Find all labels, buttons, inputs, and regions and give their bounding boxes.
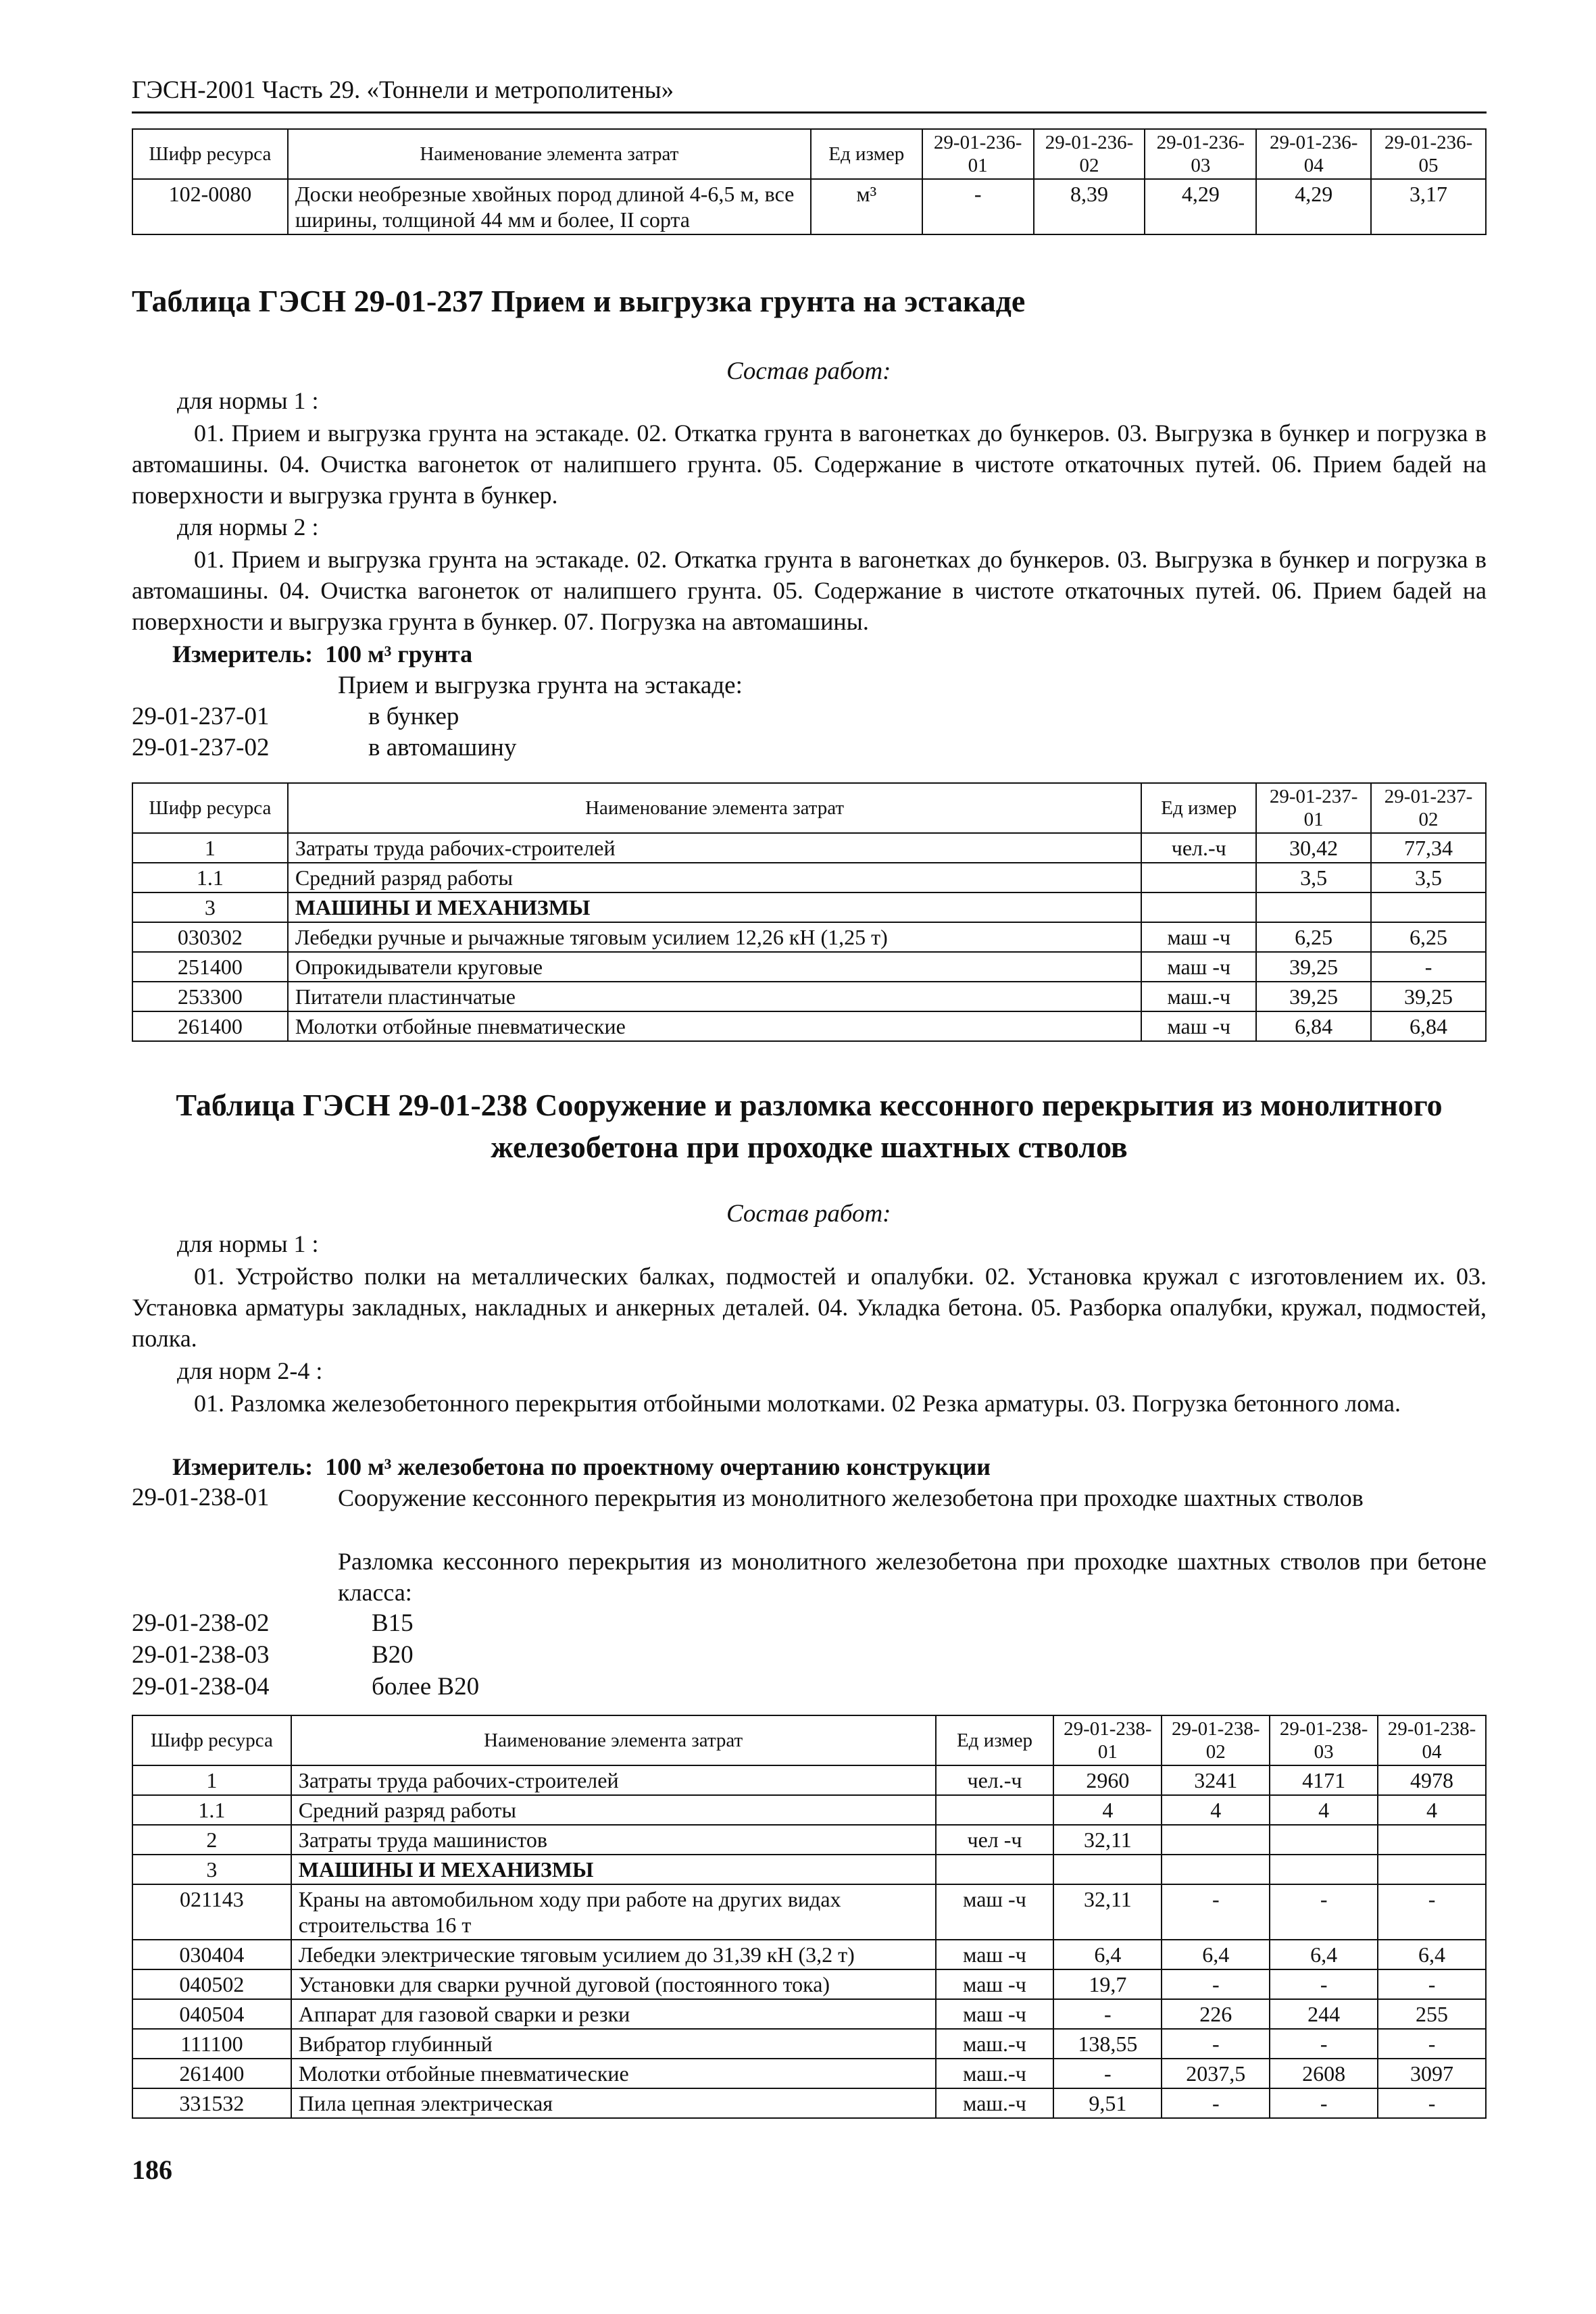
norm1-label: для нормы 1 : (177, 1230, 319, 1257)
resource-code-cell: 1 (132, 1765, 291, 1795)
resource-code-cell: 261400 (132, 2059, 291, 2088)
table-row (132, 1969, 1486, 1999)
value-cell (1162, 1825, 1270, 1855)
group-title-237: Прием и выгрузка грунта на эстакаде: (338, 672, 743, 699)
value-cell: 6,25 (1371, 922, 1486, 952)
unit-cell: маш -ч (1141, 922, 1256, 952)
resource-name-cell: Молотки отбойные пневматические (291, 2059, 936, 2088)
unit-cell: маш.-ч (936, 2059, 1054, 2088)
norm-code: 29-01-238-03 (132, 1641, 270, 1669)
value-cell: 4 (1270, 1795, 1378, 1825)
resource-code-cell: 040504 (132, 1999, 291, 2029)
value-cell: - (1162, 2088, 1270, 2118)
norm1-label: для нормы 1 : (177, 387, 319, 414)
resource-code-cell: 111100 (132, 2029, 291, 2059)
norm-code: 29-01-238-01 (132, 1484, 270, 1511)
measure-label: Измеритель: (172, 640, 314, 668)
value-cell (1053, 1855, 1162, 1884)
value-cell: 6,4 (1270, 1940, 1378, 1969)
value-cell: 244 (1270, 1999, 1378, 2029)
table-title-238-line1: Таблица ГЭСН 29-01-238 Сооружение и разломка кессонного перекрытия из монолитного (176, 1088, 1443, 1122)
table-row (132, 1855, 1486, 1884)
unit-cell: маш.-ч (936, 2029, 1054, 2059)
value-cell: - (1162, 1884, 1270, 1940)
unit-cell: маш -ч (936, 1884, 1054, 1940)
value-cell (1378, 1825, 1486, 1855)
table-row (132, 2059, 1486, 2088)
value-cell (1270, 1825, 1378, 1855)
value-cell: 4,29 (1256, 179, 1371, 234)
value-cell: 19,7 (1053, 1969, 1162, 1999)
resource-code-cell: 1.1 (132, 1795, 291, 1825)
value-cell: 3097 (1378, 2059, 1486, 2088)
value-cell: 2608 (1270, 2059, 1378, 2088)
value-cell: - (1270, 2088, 1378, 2118)
group-text-238: Разломка кессонного перекрытия из монолитного железобетона при проходке шахтных стволов при бетоне класса: (338, 1548, 1487, 1606)
table-row (132, 2088, 1486, 2118)
value-cell: - (1162, 2029, 1270, 2059)
value-cell: 30,42 (1256, 833, 1371, 863)
resource-code-cell: 3 (132, 1855, 291, 1884)
work-composition-label: Состав работ: (726, 357, 891, 385)
column-header: 29-01-237-02 (1371, 783, 1486, 833)
value-cell: 39,25 (1256, 952, 1371, 982)
column-header: 29-01-236-05 (1371, 129, 1486, 179)
resource-name-cell: Лебедки ручные и рычажные тяговым усилием 12,26 кН (1,25 т) (288, 922, 1141, 952)
table-row (132, 179, 1486, 234)
resource-name-cell: МАШИНЫ И МЕХАНИЗМЫ (291, 1855, 936, 1884)
table-row (132, 1795, 1486, 1825)
unit-cell: чел -ч (936, 1825, 1054, 1855)
norm2-text: 01. Прием и выгрузка грунта на эстакаде. 02. Откатка грунта в вагонетках до бункеров. 03. Выгрузка в бункер и погрузка в автомашины. 04. Очистка вагонеток от налипшего грунта. 05. Содержание в чистоте откаточных путей. 06. Прием бадей на поверхности и выгрузка грунта в бункер. 07. Погрузка на автомашины. (132, 546, 1487, 635)
table-row (132, 1825, 1486, 1855)
measure-value: 100 м³ грунта (325, 640, 473, 668)
column-header: Наименование элемента затрат (288, 783, 1141, 833)
resource-name-cell: Средний разряд работы (291, 1795, 936, 1825)
column-header: 29-01-238-01 (1053, 1715, 1162, 1765)
column-header: Ед измер (811, 129, 922, 179)
unit-cell: м³ (811, 179, 922, 234)
column-header: Шифр ресурса (132, 129, 288, 179)
value-cell: 77,34 (1371, 833, 1486, 863)
resource-name-cell: Установки для сварки ручной дуговой (постоянного тока) (291, 1969, 936, 1999)
norm2-label: для нормы 2 : (177, 513, 319, 540)
value-cell: 4171 (1270, 1765, 1378, 1795)
resource-name-cell: Лебедки электрические тяговым усилием до 31,39 кН (3,2 т) (291, 1940, 936, 1969)
resource-code-cell: 030404 (132, 1940, 291, 1969)
table-title-237: Таблица ГЭСН 29-01-237 Прием и выгрузка грунта на эстакаде (132, 284, 1026, 318)
table-row (132, 952, 1486, 982)
value-cell: 4978 (1378, 1765, 1486, 1795)
value-cell (1378, 1855, 1486, 1884)
column-header: Наименование элемента затрат (291, 1715, 936, 1765)
resource-name-cell: Питатели пластинчатые (288, 982, 1141, 1011)
norm-code-text: в автомашину (368, 734, 517, 761)
norm2-label: для норм 2-4 : (177, 1357, 323, 1384)
value-cell: 4 (1378, 1795, 1486, 1825)
value-cell: 6,84 (1256, 1011, 1371, 1041)
value-cell: 2960 (1053, 1765, 1162, 1795)
column-header: 29-01-238-02 (1162, 1715, 1270, 1765)
value-cell: - (1378, 1884, 1486, 1940)
table-row (132, 1884, 1486, 1940)
work-composition-label: Состав работ: (726, 1200, 891, 1228)
value-cell: - (1378, 2029, 1486, 2059)
value-cell: 8,39 (1034, 179, 1145, 234)
table-header-row (132, 1715, 1486, 1765)
column-header: Шифр ресурса (132, 1715, 291, 1765)
norm1-text: 01. Устройство полки на металлических балках, подмостей и опалубки. 02. Установка кружал с изготовлением их. 03. Установка арматуры закладных, накладных и анкерных деталей. 04. Укладка бетона. 05. Разборка опалубки, кружал, подмостей, полка. (132, 1263, 1487, 1352)
value-cell: 6,84 (1371, 1011, 1486, 1041)
value-cell: 6,4 (1162, 1940, 1270, 1969)
norm-code-text: В15 (372, 1609, 414, 1637)
value-cell: - (1378, 1969, 1486, 1999)
running-header: ГЭСН-2001 Часть 29. «Тоннели и метрополитены» (132, 76, 674, 104)
value-cell: - (1378, 2088, 1486, 2118)
resource-table-238 (132, 1715, 1487, 2119)
value-cell: 6,25 (1256, 922, 1371, 952)
unit-cell (936, 1855, 1054, 1884)
resource-name-cell: Затраты труда рабочих-строителей (291, 1765, 936, 1795)
resource-code-cell: 1 (132, 833, 288, 863)
resource-code-cell: 251400 (132, 952, 288, 982)
column-header: Шифр ресурса (132, 783, 288, 833)
resource-code-cell: 021143 (132, 1884, 291, 1940)
value-cell: 9,51 (1053, 2088, 1162, 2118)
table-row (132, 2029, 1486, 2059)
resource-name-cell: Доски необрезные хвойных пород длиной 4-6,5 м, все ширины, толщиной 44 мм и более, II сорта (288, 179, 811, 234)
measure-line-237 (172, 638, 472, 670)
unit-cell (936, 1795, 1054, 1825)
table-row (132, 833, 1486, 863)
resource-name-cell: Аппарат для газовой сварки и резки (291, 1999, 936, 2029)
value-cell: 6,4 (1378, 1940, 1486, 1969)
resource-name-cell: Опрокидыватели круговые (288, 952, 1141, 982)
value-cell: 32,11 (1053, 1884, 1162, 1940)
resource-table-237 (132, 782, 1487, 1042)
table-row (132, 1940, 1486, 1969)
value-cell: 2037,5 (1162, 2059, 1270, 2088)
resource-name-cell: Затраты труда машинистов (291, 1825, 936, 1855)
value-cell: - (1270, 1884, 1378, 1940)
table-row (132, 982, 1486, 1011)
norm-code: 29-01-237-02 (132, 734, 270, 761)
table-row (132, 863, 1486, 892)
column-header: Ед измер (1141, 783, 1256, 833)
resource-code-cell: 3 (132, 892, 288, 922)
norm-code-text: более В20 (372, 1673, 480, 1701)
resource-code-cell: 040502 (132, 1969, 291, 1999)
unit-cell: маш -ч (936, 1999, 1054, 2029)
value-cell: - (1162, 1969, 1270, 1999)
value-cell: 4,29 (1145, 179, 1256, 234)
resource-name-cell: Средний разряд работы (288, 863, 1141, 892)
norm-code: 29-01-238-04 (132, 1673, 270, 1701)
column-header: 29-01-236-02 (1034, 129, 1145, 179)
value-cell (1256, 892, 1371, 922)
value-cell: 3,5 (1371, 863, 1486, 892)
value-cell: - (922, 179, 1034, 234)
column-header: 29-01-238-04 (1378, 1715, 1486, 1765)
value-cell: - (1053, 2059, 1162, 2088)
resource-name-cell: Вибратор глубинный (291, 2029, 936, 2059)
measure-value: 100 м³ железобетона по проектному очертанию конструкции (325, 1453, 991, 1480)
unit-cell: маш -ч (1141, 1011, 1256, 1041)
table-header-row (132, 129, 1486, 179)
norm1-text: 01. Прием и выгрузка грунта на эстакаде. 02. Откатка грунта в вагонетках до бункеров. 03. Выгрузка в бункер и погрузка в автомашины. 04. Очистка вагонеток от налипшего грунта. 05. Содержание в чистоте откаточных путей. 06. Прием бадей на поверхности и выгрузка грунта в бункер. (132, 420, 1487, 509)
column-header: 29-01-236-04 (1256, 129, 1371, 179)
value-cell: 138,55 (1053, 2029, 1162, 2059)
header-rule (132, 111, 1487, 114)
resource-code-cell: 331532 (132, 2088, 291, 2118)
value-cell: - (1371, 952, 1486, 982)
resource-name-cell: Молотки отбойные пневматические (288, 1011, 1141, 1041)
measure-line-238 (172, 1451, 991, 1482)
value-cell: 3,5 (1256, 863, 1371, 892)
column-header: 29-01-236-03 (1145, 129, 1256, 179)
resource-code-cell: 1.1 (132, 863, 288, 892)
table-row (132, 1765, 1486, 1795)
value-cell: - (1270, 2029, 1378, 2059)
resource-table-236 (132, 128, 1487, 235)
column-header: 29-01-236-01 (922, 129, 1034, 179)
resource-name-cell: МАШИНЫ И МЕХАНИЗМЫ (288, 892, 1141, 922)
measure-label: Измеритель: (172, 1453, 314, 1480)
value-cell: 226 (1162, 1999, 1270, 2029)
table-row (132, 1999, 1486, 2029)
table-title-238-line2: железобетона при проходке шахтных стволов (491, 1130, 1128, 1164)
unit-cell: чел.-ч (1141, 833, 1256, 863)
table-row (132, 922, 1486, 952)
unit-cell (1141, 892, 1256, 922)
unit-cell (1141, 863, 1256, 892)
column-header: 29-01-238-03 (1270, 1715, 1378, 1765)
column-header: Ед измер (936, 1715, 1054, 1765)
resource-code-cell: 030302 (132, 922, 288, 952)
unit-cell: маш.-ч (936, 2088, 1054, 2118)
resource-name-cell: Краны на автомобильном ходу при работе на других видах строительства 16 т (291, 1884, 936, 1940)
value-cell: 255 (1378, 1999, 1486, 2029)
resource-code-cell: 261400 (132, 1011, 288, 1041)
value-cell: - (1270, 1969, 1378, 1999)
norm2-text: 01. Разломка железобетонного перекрытия отбойными молотками. 02 Резка арматуры. 03. Погрузка бетонного лома. (194, 1390, 1401, 1417)
column-header: 29-01-237-01 (1256, 783, 1371, 833)
unit-cell: маш.-ч (1141, 982, 1256, 1011)
value-cell: - (1053, 1999, 1162, 2029)
table-row (132, 1011, 1486, 1041)
unit-cell: маш -ч (1141, 952, 1256, 982)
norm-code: 29-01-237-01 (132, 703, 270, 730)
resource-name-cell: Пила цепная электрическая (291, 2088, 936, 2118)
value-cell (1371, 892, 1486, 922)
value-cell (1162, 1855, 1270, 1884)
norm-code-text: В20 (372, 1641, 414, 1669)
value-cell: 6,4 (1053, 1940, 1162, 1969)
resource-code-cell: 102-0080 (132, 179, 288, 234)
value-cell: 39,25 (1371, 982, 1486, 1011)
unit-cell: маш -ч (936, 1969, 1054, 1999)
value-cell: 32,11 (1053, 1825, 1162, 1855)
unit-cell: чел.-ч (936, 1765, 1054, 1795)
value-cell: 39,25 (1256, 982, 1371, 1011)
value-cell: 4 (1162, 1795, 1270, 1825)
value-cell: 3,17 (1371, 179, 1486, 234)
norm-code-text: в бункер (368, 703, 459, 730)
table-row (132, 892, 1486, 922)
norm-code: 29-01-238-02 (132, 1609, 270, 1637)
resource-code-cell: 2 (132, 1825, 291, 1855)
unit-cell: маш -ч (936, 1940, 1054, 1969)
column-header: Наименование элемента затрат (288, 129, 811, 179)
value-cell (1270, 1855, 1378, 1884)
resource-code-cell: 253300 (132, 982, 288, 1011)
norm-code-text: Сооружение кессонного перекрытия из монолитного железобетона при проходке шахтных стволов (338, 1484, 1364, 1511)
resource-name-cell: Затраты труда рабочих-строителей (288, 833, 1141, 863)
page-number: 186 (132, 2155, 172, 2185)
value-cell: 4 (1053, 1795, 1162, 1825)
value-cell: 3241 (1162, 1765, 1270, 1795)
table-header-row (132, 783, 1486, 833)
